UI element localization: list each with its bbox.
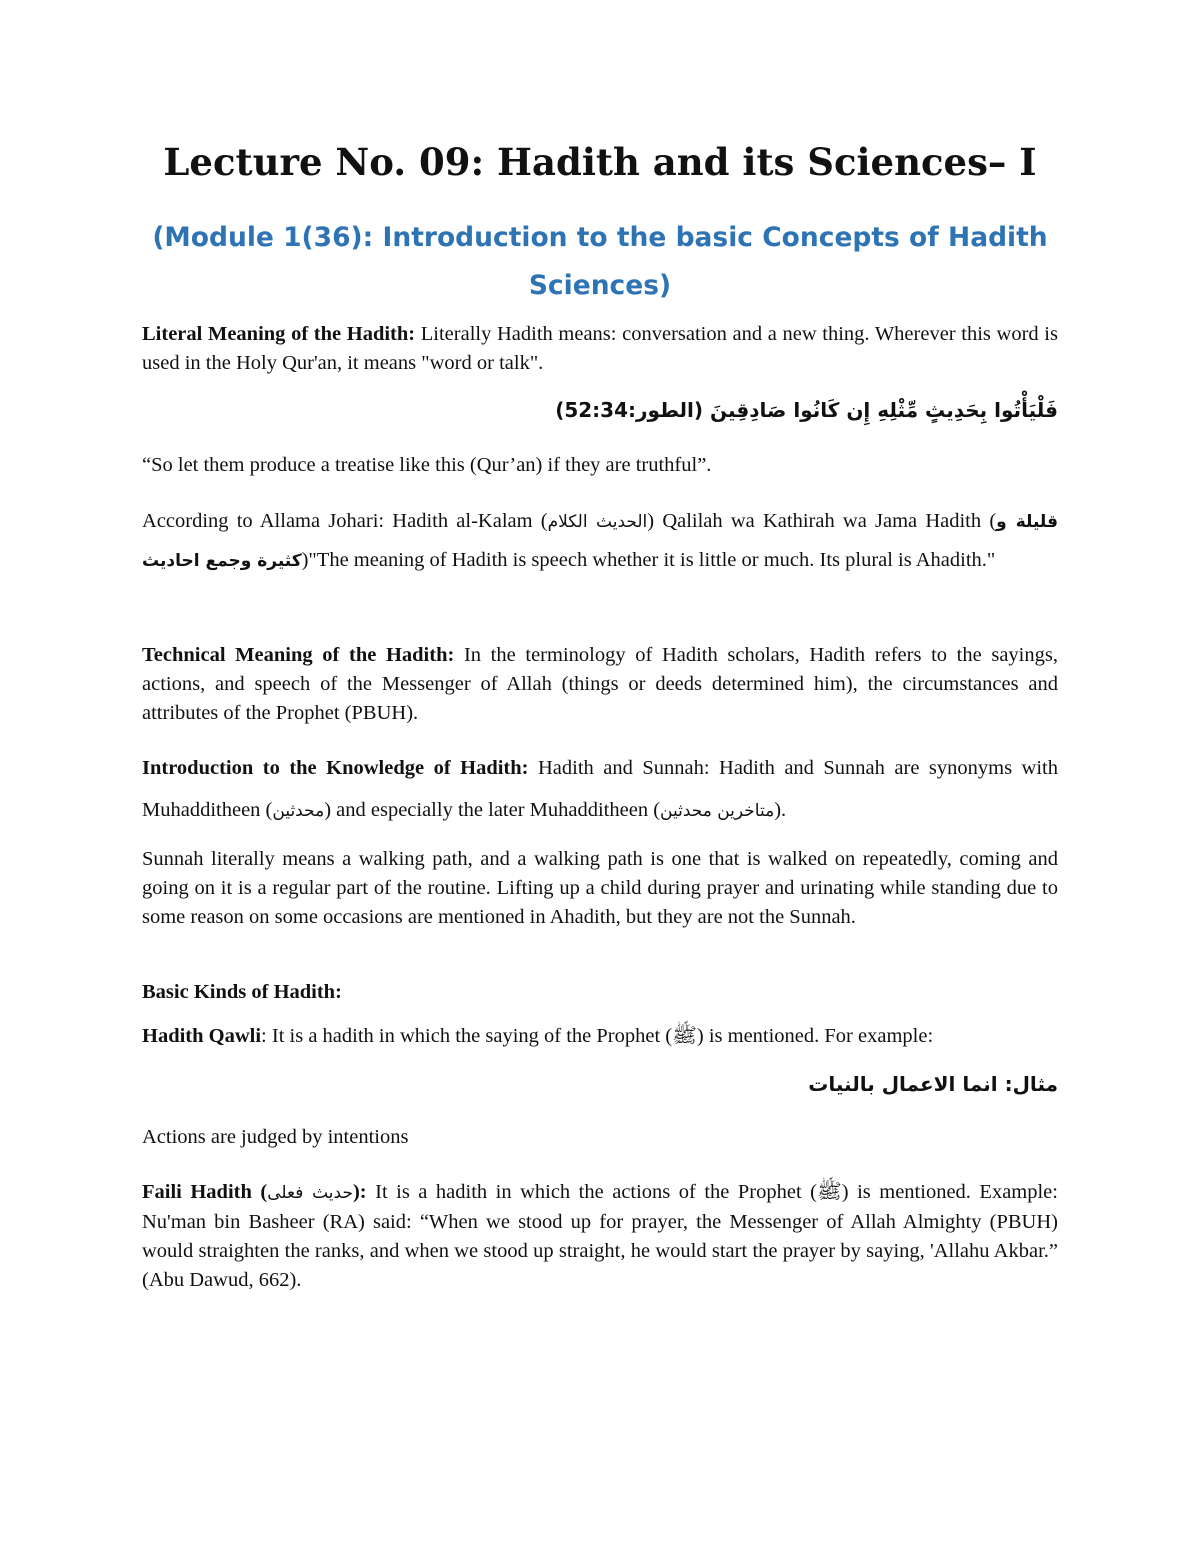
technical-meaning-text: In the terminology of Hadith scholars, Hadith refers to the sayings, actions, and speech of the Messenger of Allah (things or deeds determined him), the circumstances and attributes of the Prophet (PBUH). [142, 644, 1058, 724]
introduction-arabic-1: محدثین [272, 801, 325, 821]
verse-translation: “So let them produce a treatise like this (Qur’an) if they are truthful”. [142, 454, 712, 476]
faili-heading-end: ): [352, 1181, 367, 1203]
literal-meaning-paragraph [142, 320, 1058, 378]
johari-arabic-1: الحديث الكلام [547, 512, 648, 532]
introduction-arabic-2: متاخرین محدثین [660, 801, 775, 821]
example-translation: Actions are judged by intentions [142, 1126, 409, 1148]
technical-meaning-heading: Technical Meaning of the Hadith: [142, 644, 455, 666]
sunnah-paragraph [142, 845, 1058, 932]
johari-text-1: According to Allama Johari: Hadith al-Kalam ( [142, 510, 548, 532]
literal-meaning-text: Literally Hadith means: conversation and a new thing. Wherever this word is used in the Holy Qur'an, it means "word or talk". [142, 323, 1058, 374]
johari-text-2: ) Qalilah wa Kathirah wa Jama Hadith ( [647, 510, 997, 532]
faili-heading: Faili Hadith ( [142, 1181, 268, 1203]
verse-arabic: فَلْيَأْتُوا بِحَدِيثٍ مِّثْلِهِ إِن كَانُوا صَادِقِينَ (الطور:52:34) [555, 398, 1058, 422]
literal-meaning-heading: Literal Meaning of the Hadith: [142, 323, 416, 345]
introduction-paragraph [142, 747, 1058, 832]
faili-example: Example: Nu'man bin Basheer (RA) said: “When we stood up for prayer, the Messenger of Allah Almighty (PBUH) would straighten the ranks, and when we stood up straight, he would start the prayer by saying, 'Allahu Akbar.” (Abu Dawud, 662). [142, 1181, 1058, 1291]
module-subtitle: (Module 1(36): Introduction to the basic Concepts of Hadith Sciences) [152, 222, 1048, 301]
johari-paragraph [142, 502, 1058, 580]
introduction-heading: Introduction to the Knowledge of Hadith: [142, 757, 529, 779]
example-translation-paragraph [142, 1123, 1058, 1152]
faili-paragraph [142, 1178, 1058, 1295]
verse-translation-paragraph [142, 451, 1058, 480]
sunnah-text: Sunnah literally means a walking path, and a walking path is one that is walked on repeatedly, coming and going on it is a regular part of the routine. Lifting up a child during prayer and urinating while standing due to some reason on some occasions are mentioned in Ahadith, but they are not the Sunnah. [142, 848, 1058, 928]
johari-text-3: )"The meaning of Hadith is speech whether it is little or much. Its plural is Ahadith." [301, 549, 996, 571]
technical-meaning-paragraph [142, 641, 1058, 728]
example-arabic: مثال: انما الاعمال بالنيات [808, 1072, 1058, 1096]
faili-arabic: حدیث فعلی [267, 1183, 353, 1203]
introduction-text-1: Hadith and Sunnah: Hadith and Sunnah are synonyms with Muhadditheen ( [142, 757, 1058, 821]
johari-arabic-2: قليلة و كثيرة وجمع احاديث [142, 512, 1058, 571]
basic-kinds-heading: Basic Kinds of Hadith: [142, 981, 342, 1003]
page-title: Lecture No. 09: Hadith and its Sciences– I [163, 140, 1037, 184]
qawli-text: : It is a hadith in which the saying of the Prophet (ﷺ) is mentioned. For example: [261, 1025, 934, 1047]
introduction-text-3: ). [774, 799, 787, 821]
basic-kinds-paragraph [142, 978, 1058, 1007]
introduction-text-2: ) and especially the later Muhadditheen ( [324, 799, 661, 821]
qawli-heading: Hadith Qawli [142, 1025, 262, 1047]
qawli-paragraph [142, 1022, 1058, 1051]
faili-text: It is a hadith in which the actions of the Prophet (ﷺ) is mentioned. [366, 1181, 971, 1203]
